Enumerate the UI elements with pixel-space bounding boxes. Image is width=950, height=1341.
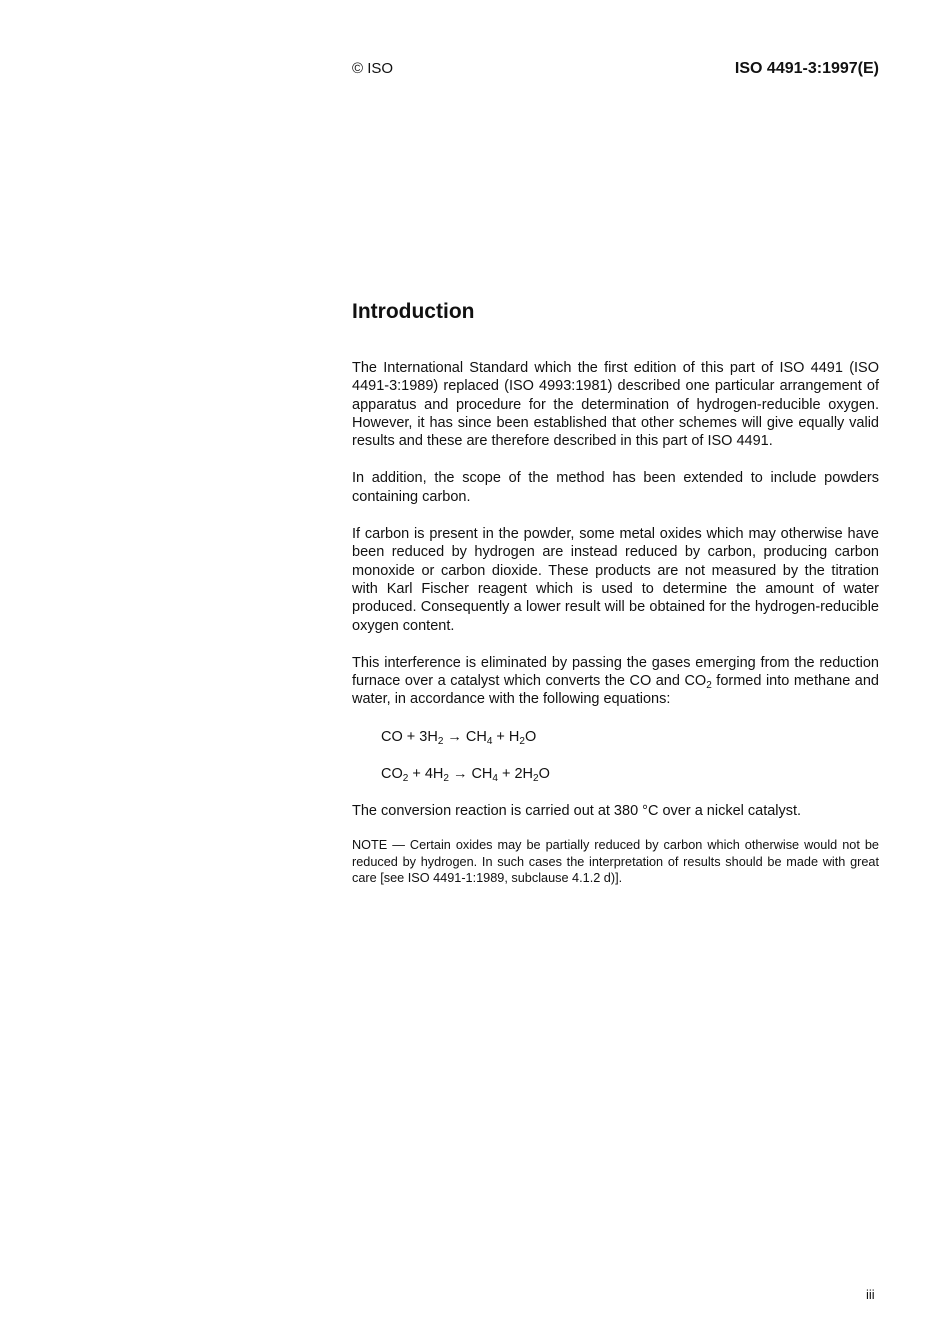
page-header: [352, 60, 879, 80]
paragraph-interference: [352, 654, 879, 709]
eq1-term: CO + 3H: [381, 728, 438, 745]
eq2-term: + 2H: [497, 765, 534, 782]
reaction-arrow: →: [452, 765, 468, 782]
paragraph-conversion: The conversion reaction is carried out at 380 °C over a nickel catalyst.: [352, 802, 802, 819]
eq2-subscript: 2: [443, 772, 449, 784]
eq1-subscript: 2: [437, 735, 444, 747]
note: NOTE — Certain oxides may be partially reduced by carbon which otherwise would not be reduced by hydrogen. In such cases the interpretation of results should be made with great care [see ISO 4491-1:1989, subclause 4.1.2 d)].: [352, 838, 879, 886]
equation-co2: [381, 765, 879, 784]
interference-subscript: 2: [706, 680, 712, 692]
section-title: Introduction: [352, 300, 475, 323]
reaction-arrow: →: [447, 728, 462, 745]
eq2-term: CH: [471, 765, 493, 782]
eq2-subscript: 2: [533, 772, 539, 784]
eq1-subscript: 4: [486, 735, 493, 747]
paragraph-carbon: If carbon is present in the powder, some metal oxides which may otherwise have been reduced by hydrogen are instead reduced by carbon, producing carbon monoxide or carbon dioxide. These products are not measured by the titration with Karl Fischer reagent which is used to determine the amount of water produced. Consequently a lower result will be obtained for the hydrogen-reducible oxygen content.: [352, 526, 879, 634]
paragraph-scope: In addition, the scope of the method has been extended to include powders containing carbon.: [352, 470, 879, 505]
interference-text-start: This interference is eliminated by passing the gases emerging from the reduction furnace over a catalyst which converts the CO and CO: [352, 654, 879, 690]
paragraph-history: The International Standard which the first edition of this part of ISO 4491 (ISO 4491-3:1989) replaced (ISO 4993:1981) described one particular arrangement of apparatus and procedure for the determination of hydrogen-reducible oxygen. However, it has since been established that other schemes will give equally valid results and these are therefore described in this part of ISO 4491.: [352, 360, 879, 450]
copyright-label: © ISO: [352, 60, 394, 77]
equation-co: [381, 728, 879, 747]
eq2-subscript: 2: [402, 772, 409, 784]
eq1-subscript: 2: [519, 735, 525, 747]
eq2-subscript: 4: [492, 772, 498, 784]
eq2-term: O: [538, 765, 550, 782]
eq2-term: + 4H: [408, 765, 444, 782]
page-number: iii: [866, 1287, 875, 1302]
eq1-term: O: [524, 728, 537, 745]
eq1-term: + H: [492, 728, 520, 745]
document-id: ISO 4491-3:1997(E): [734, 60, 879, 77]
interference-text-end: formed into methane and water, in accordance with the following equations:: [352, 673, 879, 708]
eq2-term: CO: [381, 765, 403, 782]
eq1-term: CH: [465, 728, 487, 745]
main-content: [352, 299, 879, 887]
